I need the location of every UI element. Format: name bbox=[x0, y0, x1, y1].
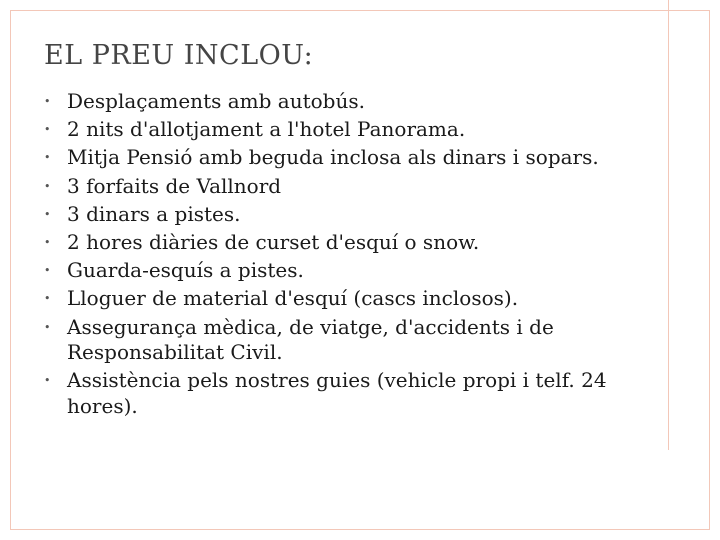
list-item bbox=[40, 174, 660, 200]
list-item bbox=[40, 368, 660, 419]
list-item bbox=[40, 89, 660, 115]
list-item bbox=[40, 230, 660, 256]
list-item bbox=[40, 202, 660, 228]
decorative-rail bbox=[668, 0, 669, 450]
bullet-icon: • bbox=[44, 123, 51, 137]
bullet-icon: • bbox=[44, 235, 51, 249]
list-item-text: Assistència pels nostres guies (vehicle propi i telf. 24 hores). bbox=[67, 368, 607, 418]
list-item-text: Assegurança mèdica, de viatge, d'accidents i de Responsabilitat Civil. bbox=[67, 314, 554, 364]
list-item-text: Lloguer de material d'esquí (cascs inclosos). bbox=[67, 286, 519, 311]
bullet-icon: • bbox=[44, 320, 51, 334]
bullet-icon: • bbox=[44, 374, 51, 388]
list-item bbox=[40, 145, 660, 171]
list-item-text: Guarda-esquís a pistes. bbox=[67, 258, 304, 283]
slide-title: EL PREU INCLOU: bbox=[44, 40, 314, 71]
list-item-text: Desplaçaments amb autobús. bbox=[67, 89, 365, 113]
list-item-text: 3 dinars a pistes. bbox=[67, 201, 241, 226]
bullet-icon: • bbox=[44, 95, 51, 108]
list-item-text: Mitja Pensió amb beguda inclosa als dinars i sopars. bbox=[67, 145, 599, 170]
bullet-icon: • bbox=[44, 207, 51, 221]
list-item bbox=[40, 258, 660, 284]
list-item bbox=[40, 315, 660, 366]
bullet-icon: • bbox=[44, 179, 51, 193]
list-item-text: 2 nits d'allotjament a l'hotel Panorama. bbox=[67, 117, 466, 142]
list-item bbox=[40, 286, 660, 312]
bullet-icon: • bbox=[44, 264, 51, 278]
bullet-icon: • bbox=[44, 151, 51, 165]
included-items-list bbox=[40, 89, 660, 422]
bullet-icon: • bbox=[44, 292, 51, 306]
list-item-text: 3 forfaits de Vallnord bbox=[67, 173, 282, 198]
list-item bbox=[40, 117, 660, 143]
list-item-text: 2 hores diàries de curset d'esquí o snow. bbox=[67, 229, 480, 254]
